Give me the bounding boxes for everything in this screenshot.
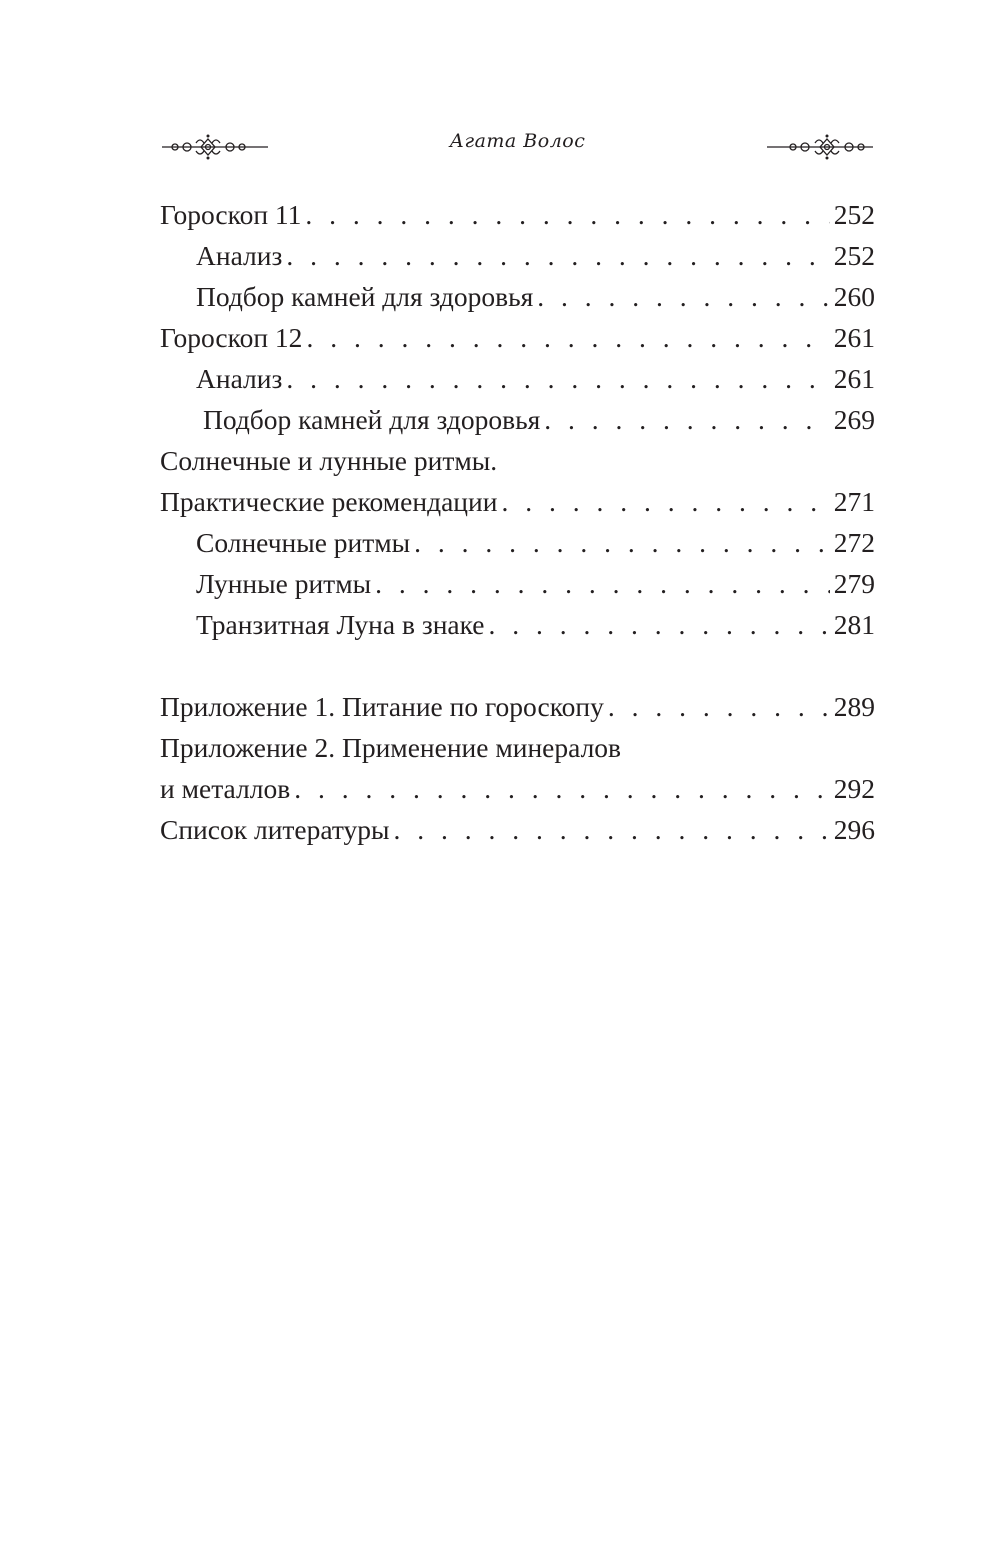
toc-entry[interactable] <box>160 235 875 276</box>
dot-leader <box>394 809 830 850</box>
dot-leader <box>608 686 830 727</box>
toc-entry[interactable] <box>160 727 875 768</box>
toc-entry-title: Практические рекомендации <box>160 486 498 517</box>
dot-leader <box>501 481 829 522</box>
toc-entry-title: Приложение 1. Питание по гороскопу <box>160 691 604 722</box>
toc-entry[interactable] <box>160 481 875 522</box>
toc-entry-page: 261 <box>833 363 875 394</box>
toc-entry-page: 281 <box>833 609 875 640</box>
dot-leader <box>286 235 829 276</box>
toc-entry-page: 269 <box>833 404 875 435</box>
table-of-contents <box>160 194 875 850</box>
dot-leader <box>489 604 830 645</box>
toc-entry-title: Приложение 2. Применение минералов <box>160 732 622 763</box>
toc-entry-title: Гороскоп 11 <box>160 199 302 230</box>
toc-entry-title: Список литературы <box>160 814 390 845</box>
ornament-flourish-icon <box>765 128 875 162</box>
toc-entry-title: Транзитная Луна в знаке <box>196 609 485 640</box>
toc-entry[interactable] <box>160 563 875 604</box>
toc-entry-page: 261 <box>833 322 875 353</box>
running-head: Агата Волос <box>449 130 586 152</box>
toc-entry-title: и металлов <box>160 773 291 804</box>
toc-entry[interactable] <box>160 399 875 440</box>
toc-entry-title: Солнечные и лунные ритмы. <box>160 445 498 476</box>
toc-entry-page: 272 <box>833 527 875 558</box>
dot-leader <box>306 317 829 358</box>
toc-entry[interactable] <box>160 440 875 481</box>
toc-entry-title: Подбор камней для здоровья <box>196 281 534 312</box>
toc-entry[interactable] <box>160 686 875 727</box>
toc-entry-page: 296 <box>833 814 875 845</box>
toc-entry-title: Гороскоп 12 <box>160 322 303 353</box>
toc-entry-title: Лунные ритмы <box>196 568 372 599</box>
toc-spacer <box>160 645 875 686</box>
toc-entry-page: 252 <box>833 199 875 230</box>
toc-entry-page: 252 <box>833 240 875 271</box>
toc-entry-page: 289 <box>833 691 875 722</box>
toc-entry-page: 271 <box>833 486 875 517</box>
toc-entry-title: Анализ <box>196 363 283 394</box>
toc-entry[interactable] <box>160 317 875 358</box>
dot-leader <box>544 399 829 440</box>
toc-entry[interactable] <box>160 358 875 399</box>
dot-leader <box>375 563 830 604</box>
toc-entry[interactable] <box>160 522 875 563</box>
toc-entry[interactable] <box>160 768 875 809</box>
page-header <box>160 128 875 162</box>
toc-entry[interactable] <box>160 276 875 317</box>
toc-entry[interactable] <box>160 604 875 645</box>
toc-entry-page: 260 <box>833 281 875 312</box>
toc-entry-page: 279 <box>833 568 875 599</box>
toc-entry-title: Подбор камней для здоровья <box>203 404 541 435</box>
toc-entry[interactable] <box>160 809 875 850</box>
dot-leader <box>305 194 829 235</box>
toc-entry[interactable] <box>160 194 875 235</box>
dot-leader <box>294 768 830 809</box>
toc-entry-title: Анализ <box>196 240 283 271</box>
dot-leader <box>537 276 829 317</box>
dot-leader <box>414 522 830 563</box>
toc-entry-page: 292 <box>833 773 875 804</box>
dot-leader <box>286 358 829 399</box>
toc-entry-title: Солнечные ритмы <box>196 527 411 558</box>
